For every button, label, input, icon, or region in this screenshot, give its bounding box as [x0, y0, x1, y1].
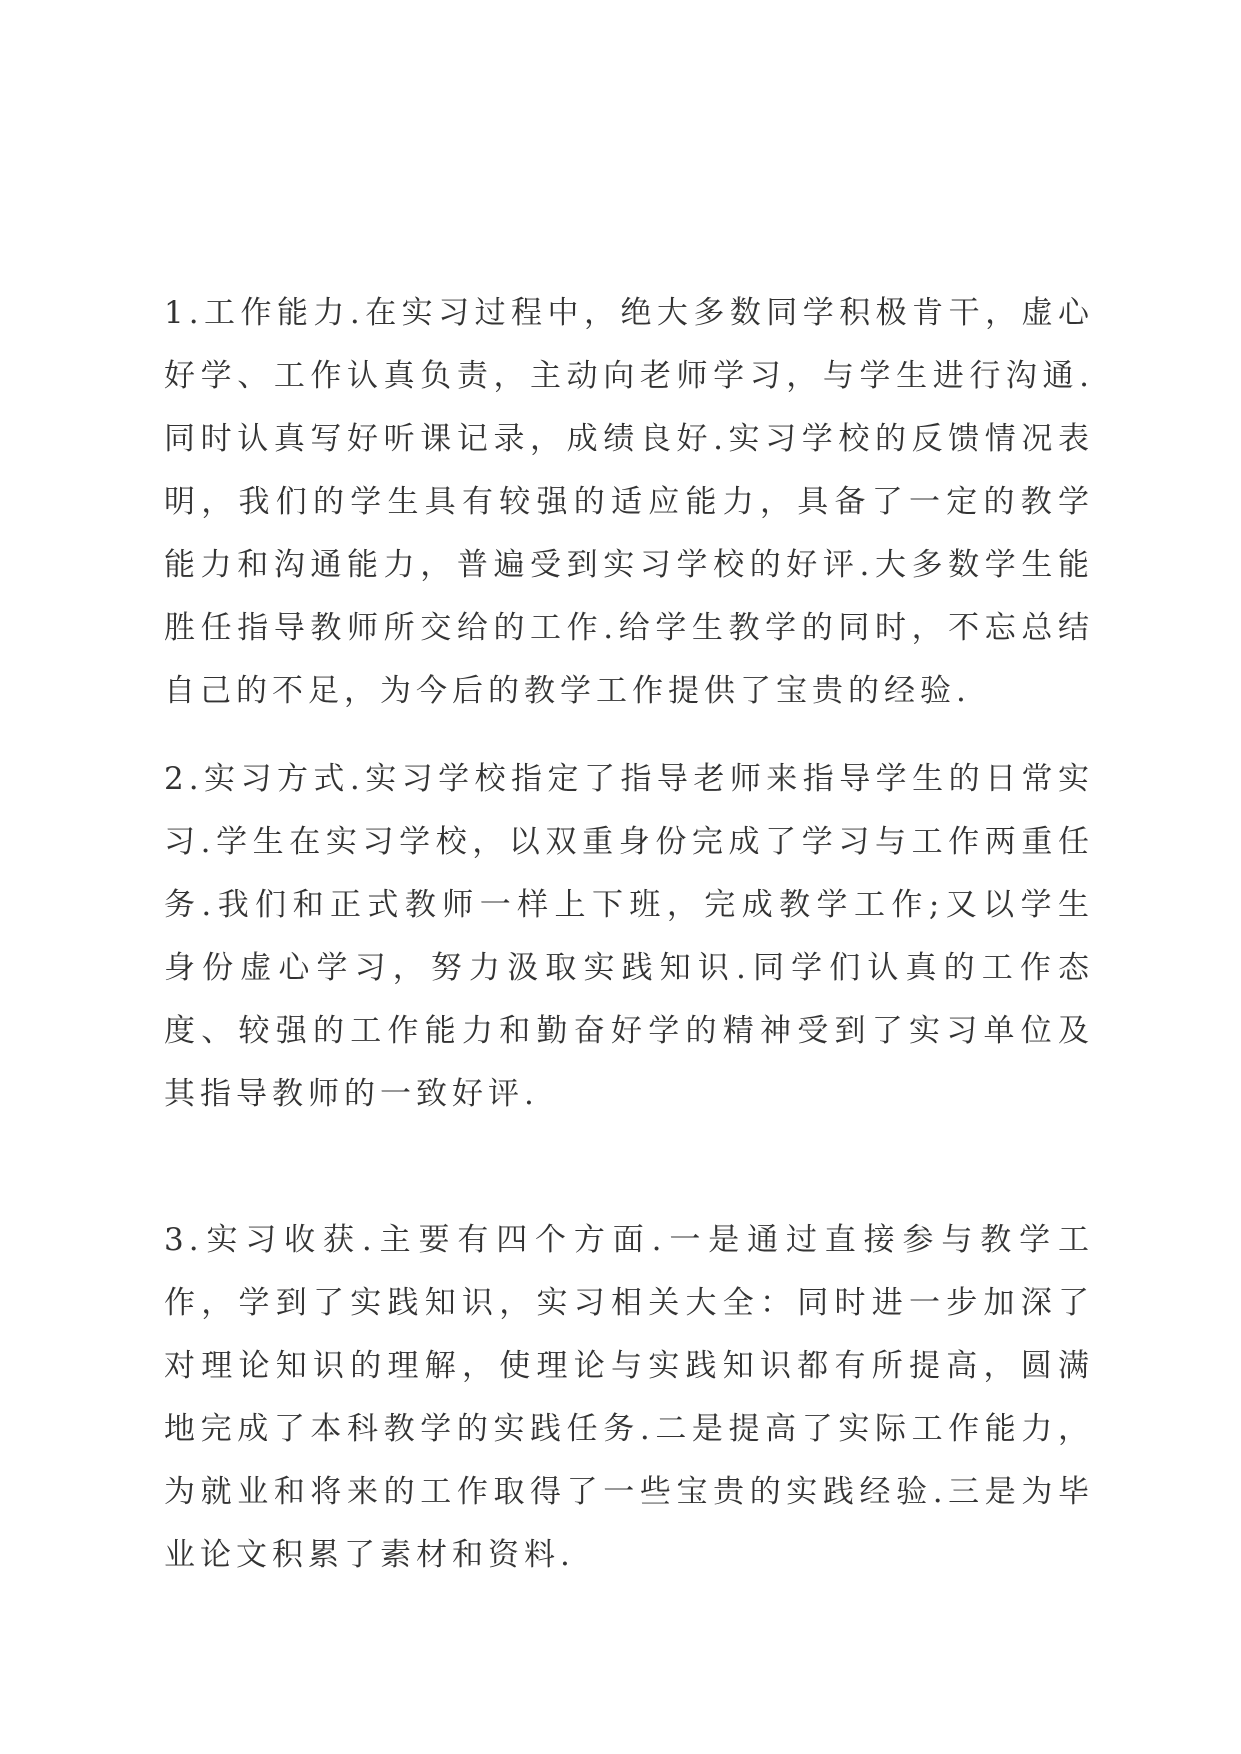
paragraph-internship-gains: 3.实习收获.主要有四个方面.一是通过直接参与教学工作，学到了实践知识，实习相关大全：同时进一步加深了对理论知识的理解，使理论与实践知识都有所提高，圆满地完成了本科教学的实践任务.二是提高了实际工作能力，为就业和将来的工作取得了一些宝贵的实践经验.三是为毕业论文积累了素材和资料.: [164, 1222, 1094, 1573]
paragraph-work-ability: 1.工作能力.在实习过程中，绝大多数同学积极肯干，虚心好学、工作认真负责，主动向老师学习，与学生进行沟通.同时认真写好听课记录，成绩良好.实习学校的反馈情况表明，我们的学生具有较强的适应能力，具备了一定的教学能力和沟通能力，普遍受到实习学校的好评.大多数学生能胜任指导教师所交给的工作.给学生教学的同时，不忘总结自己的不足，为今后的教学工作提供了宝贵的经验.: [164, 295, 1094, 709]
paragraph-internship-method: 2.实习方式.实习学校指定了指导老师来指导学生的日常实习.学生在实习学校，以双重身份完成了学习与工作两重任务.我们和正式教师一样上下班，完成教学工作;又以学生身份虚心学习，努力汲取实践知识.同学们认真的工作态度、较强的工作能力和勤奋好学的精神受到了实习单位及其指导教师的一致好评.: [164, 761, 1094, 1112]
